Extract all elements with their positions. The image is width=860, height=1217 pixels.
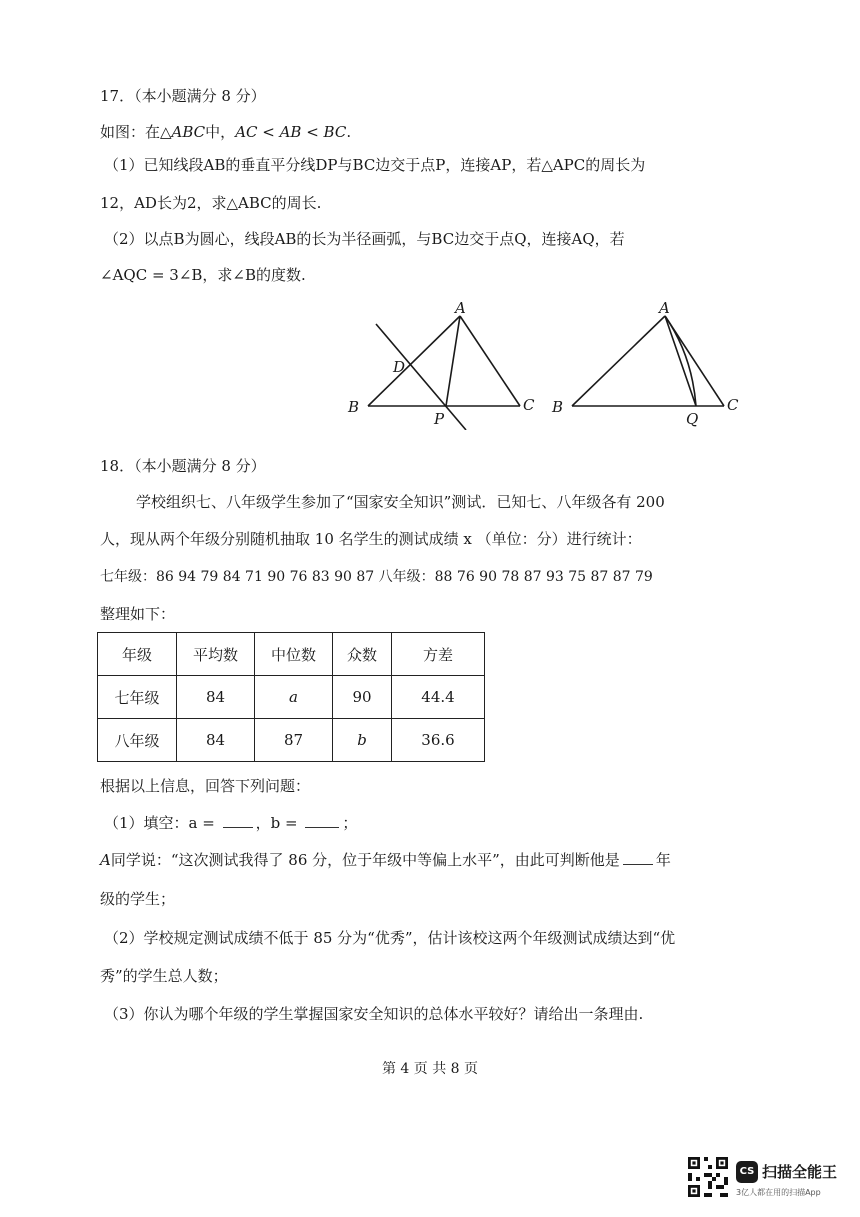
q18-organize: 整理如下： <box>100 605 176 623</box>
table-cell: b <box>333 719 392 762</box>
q17-header: 17．（本小题满分 8 分） <box>100 87 266 105</box>
figure-1-labels <box>347 300 535 428</box>
fig2-segment-aq <box>665 316 696 406</box>
figure-2-labels <box>551 300 739 428</box>
fig1-label-p: P <box>434 410 445 428</box>
table-cell: 44.4 <box>392 676 485 719</box>
scanner-watermark <box>688 1157 838 1203</box>
q18-part1-fill: （1）填空：a = ，b = ； <box>104 814 358 832</box>
qr-code-icon <box>688 1157 728 1197</box>
table-header-row <box>98 633 485 676</box>
camscanner-logo: CS <box>736 1161 758 1183</box>
q18-scores: 七年级：86 94 79 84 71 90 76 83 90 87 八年级：88 76 90 78 87 93 75 87 87 79 <box>100 569 653 585</box>
fig2-label-c: C <box>727 396 739 414</box>
q18-part3: （3）你认为哪个年级的学生掌握国家安全知识的总体水平较好？请给出一条理由. <box>104 1005 644 1023</box>
q18-student-line2: 级的学生； <box>100 890 176 908</box>
fig2-label-a: A <box>659 300 670 317</box>
fig2-label-b: B <box>552 398 564 416</box>
table-cell: 七年级 <box>98 676 177 719</box>
q17-figures <box>340 300 760 430</box>
stats-table <box>97 632 485 762</box>
table-cell: a <box>255 676 333 719</box>
camscanner-name: 扫描全能王 <box>762 1163 838 1181</box>
fig1-segment-ac <box>460 316 520 406</box>
fig2-label-q: Q <box>686 410 699 428</box>
q18-part2-line1: （2）学校规定测试成绩不低于 85 分为“优秀”，估计该校这两个年级测试成绩达到“优 <box>104 929 676 947</box>
table-cell: 八年级 <box>98 719 177 762</box>
fig1-perpendicular-bisector <box>376 324 466 430</box>
q18-intro-line2: 人，现从两个年级分别随机抽取 10 名学生的测试成绩 x （单位：分）进行统计： <box>100 530 642 548</box>
table-header-cell: 众数 <box>333 633 392 676</box>
table-cell: 84 <box>177 676 255 719</box>
fig1-segment-ap <box>446 316 460 406</box>
page-footer: 第 4 页 共 8 页 <box>381 1061 479 1077</box>
camscanner-tagline: 3亿人都在用的扫描App <box>736 1188 821 1197</box>
q18-part2-line2: 秀”的学生总人数； <box>100 967 228 985</box>
answer-blank-grade <box>623 850 653 865</box>
q18-intro-line1: 学校组织七、八年级学生参加了“国家安全知识”测试．已知七、八年级各有 200 <box>136 493 665 511</box>
table-cell: 84 <box>177 719 255 762</box>
q17-stem: 如图：在△ABC中，AC < AB < BC. <box>100 123 352 141</box>
fig1-label-c: C <box>523 396 535 414</box>
table-row <box>98 676 485 719</box>
q18-header: 18．（本小题满分 8 分） <box>100 457 266 475</box>
answer-blank-a <box>223 813 253 828</box>
q17-part1-line2: 12，AD长为2，求△ABC的周长. <box>100 194 322 212</box>
figure-2 <box>572 316 724 406</box>
fig1-label-d: D <box>393 358 406 376</box>
fig1-segment-ab <box>368 316 460 406</box>
table-cell: 90 <box>333 676 392 719</box>
q18-after-table: 根据以上信息，回答下列问题： <box>100 777 311 795</box>
table-header-cell: 方差 <box>392 633 485 676</box>
q17-part1-line1: （1）已知线段AB的垂直平分线DP与BC边交于点P，连接AP，若△APC的周长为 <box>104 156 646 174</box>
table-header-cell: 年级 <box>98 633 177 676</box>
table-cell: 87 <box>255 719 333 762</box>
answer-blank-b <box>305 813 339 828</box>
table-row <box>98 719 485 762</box>
fig2-segment-ab <box>572 316 665 406</box>
fig1-label-b: B <box>348 398 360 416</box>
q17-part2-line2: ∠AQC = 3∠B，求∠B的度数. <box>100 266 306 284</box>
table-cell: 36.6 <box>392 719 485 762</box>
table-header-cell: 平均数 <box>177 633 255 676</box>
q17-part2-line1: （2）以点B为圆心，线段AB的长为半径画弧，与BC边交于点Q，连接AQ，若 <box>104 230 625 248</box>
table-header-cell: 中位数 <box>255 633 333 676</box>
fig1-label-a: A <box>455 300 466 317</box>
q18-student-statement: A同学说：“这次测试我得了 86 分，位于年级中等偏上水平”，由此可判断他是 年 <box>100 851 671 869</box>
